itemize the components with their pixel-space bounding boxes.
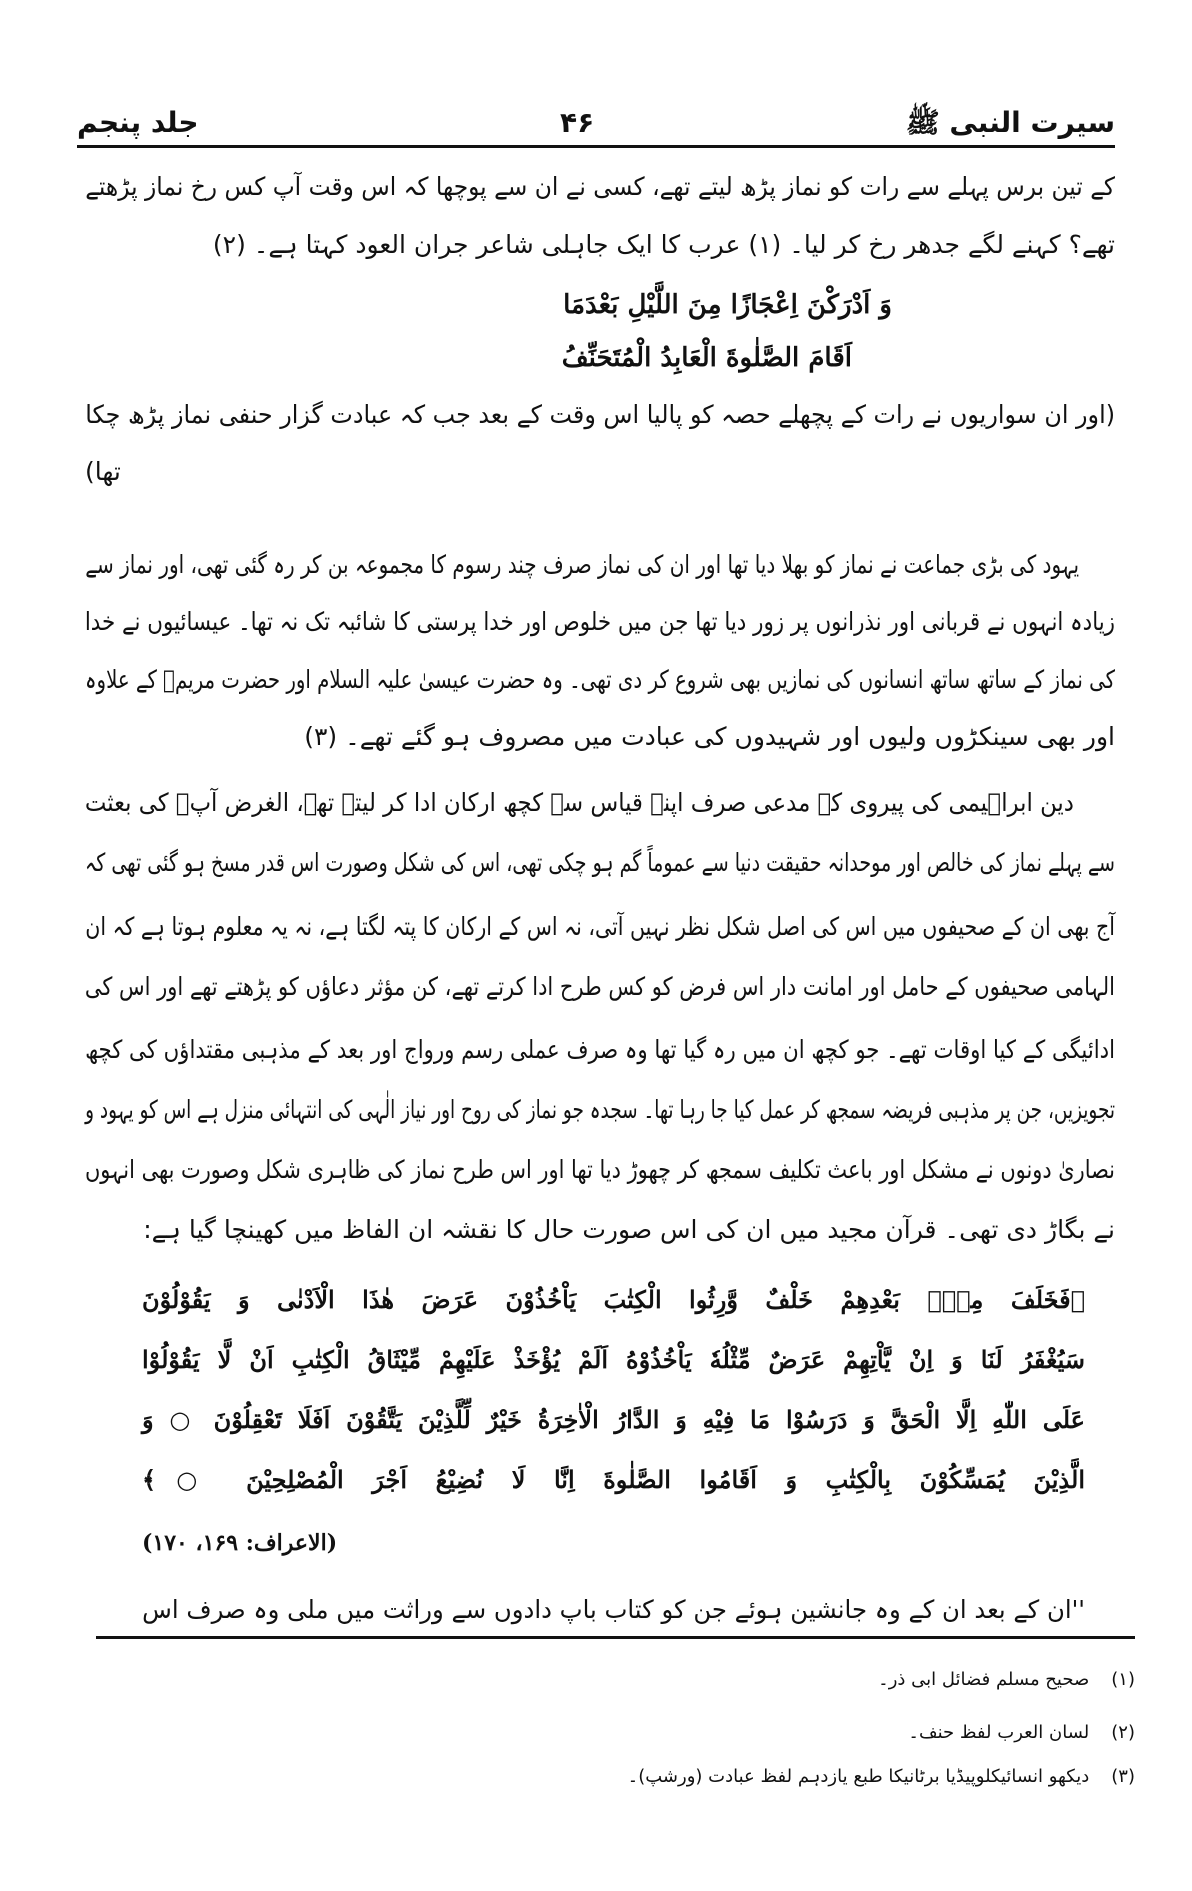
quran-line: عَلَى اللّٰهِ اِلَّا الْحَقَّ وَ دَرَسُوْا مَا فِيْهِ وَ الدَّارُ الْاٰخِرَةُ خَيْرٌ لِّلَّذِيْنَ يَتَّقُوْنَ اَفَلَا تَعْقِلُوْنَ ○ وَ bbox=[142, 1405, 1085, 1434]
text-line: ادائیگی کے کیا اوقات تھے۔ جو کچھ ان میں رہ گیا تھا وہ صرف عملی رسم ورواج اور بعد کے مذہبی مقتداؤں کی کچھ bbox=[85, 1035, 1116, 1064]
text-line: اور بھی سینکڑوں ولیوں اور شہیدوں کی عبادت میں مصروف ہو گئے تھے۔ (۳) bbox=[304, 722, 1115, 751]
text-line: دین ابراہیمی کی پیروی کے مدعی صرف اپنے قیاس سے کچھ ارکان ادا کر لیتے تھے، الغرض آپؐ کی بعثت bbox=[84, 788, 1074, 817]
quran-line: ﴿فَخَلَفَ مِنْۢ بَعْدِهِمْ خَلْفٌ وَّرِثُوا الْكِتٰبَ يَاْخُذُوْنَ عَرَضَ هٰذَا الْاَدْنٰى وَ يَقُوْلُوْنَ bbox=[142, 1285, 1086, 1314]
footnote-number: (۱) bbox=[1111, 1669, 1135, 1690]
arabic-verse-line: اَقَامَ الصَّلٰوةَ الْعَابِدُ الْمُتَحَنِّفُ bbox=[561, 343, 852, 373]
header-rule bbox=[77, 145, 1115, 148]
book-title: سیرت النبی ﷺ bbox=[905, 106, 1115, 139]
text-line: کی نماز کے ساتھ ساتھ انسانوں کی نمازیں بھی شروع کر دی تھی۔ وہ حضرت عیسیٰ علیہ السلام اور حضرت مریمؑ کے علاوہ bbox=[84, 665, 1115, 694]
arabic-verse-line: وَ اَدْرَكْنَ اِعْجَازًا مِنَ اللَّيْلِ بَعْدَمَا bbox=[563, 290, 892, 320]
text-line: تجویزیں، جن پر مذہبی فریضہ سمجھ کر عمل کیا جا رہا تھا۔ سجدہ جو نماز کی روح اور نیاز الٰہی کی انتہائی منزل ہے اس کو یہود و bbox=[85, 1095, 1116, 1124]
footnote-number: (۲) bbox=[1111, 1722, 1135, 1743]
text-line: یہود کی بڑی جماعت نے نماز کو بھلا دیا تھا اور ان کی نماز صرف چند رسوم کا مجموعہ بن کر رہ گئی تھی، اور نماز سے bbox=[85, 550, 1080, 579]
text-line: تھے؟ کہنے لگے جدھر رخ کر لیا۔ (۱) عرب کا ایک جاہلی شاعر جران العود کہتا ہے۔ (۲) bbox=[212, 230, 1115, 259]
text-line: کے تین برس پہلے سے رات کو نماز پڑھ لیتے تھے، کسی نے ان سے پوچھا کہ اس وقت آپ کس رخ نماز پڑھتے bbox=[85, 172, 1116, 201]
text-line: زیادہ انہوں نے قربانی اور نذرانوں پر زور دیا تھا جن میں خلوص اور خدا پرستی کا شائبہ تک نہ تھا۔ عیسائیوں نے خدا bbox=[84, 607, 1115, 636]
footnote-3 bbox=[628, 1763, 1135, 1791]
footnote-text: صحیح مسلم فضائل ابی ذر۔ bbox=[878, 1669, 1090, 1690]
text-line: آج بھی ان کے صحیفوں میں اس کی اصل شکل نظر نہیں آتی، نہ اس کے ارکان کا پتہ لگتا ہے، نہ یہ معلوم ہوتا ہے کہ ان bbox=[85, 912, 1115, 941]
verse-translation-line: تھا) bbox=[85, 457, 121, 486]
text-line: الہامی صحیفوں کے حامل اور امانت دار اس فرض کو کس طرح ادا کرتے تھے، کن مؤثر دعاؤں کو پڑھتے تھے اور اس کی bbox=[84, 972, 1116, 1001]
quran-reference: (الاعراف: ۱۶۹، ۱۷۰) bbox=[142, 1530, 338, 1556]
text-line: نے بگاڑ دی تھی۔ قرآن مجید میں ان کی اس صورت حال کا نقشہ ان الفاظ میں کھینچا گیا ہے: bbox=[143, 1215, 1115, 1244]
footnote-number: (۳) bbox=[1111, 1766, 1135, 1787]
page-number: ۴۶ bbox=[560, 106, 595, 139]
footnote-1 bbox=[878, 1666, 1135, 1694]
text-line: ''ان کے بعد ان کے وہ جانشین ہوئے جن کو کتاب باپ دادوں سے وراثت میں ملی وہ صرف اس bbox=[142, 1595, 1086, 1624]
quran-line: الَّذِيْنَ يُمَسِّكُوْنَ بِالْكِتٰبِ وَ اَقَامُوا الصَّلٰوةَ اِنَّا لَا نُضِيْعُ اَجْرَ الْمُصْلِحِيْنَ ○﴾ bbox=[142, 1465, 1085, 1494]
text-line: نصاریٰ دونوں نے مشکل اور باعث تکلیف سمجھ کر چھوڑ دیا تھا اور اس طرح نماز کی ظاہری شکل وصورت بھی انہوں bbox=[84, 1155, 1115, 1184]
volume-label: جلد پنجم bbox=[77, 106, 199, 139]
footnote-text: دیکھو انسائیکلوپیڈیا برٹانیکا طبع یازدہم لفظ عبادت (ورشپ)۔ bbox=[627, 1766, 1090, 1787]
footnote-rule bbox=[96, 1636, 1135, 1639]
text-line: سے پہلے نماز کی خالص اور موحدانہ حقیقت دنیا سے عموماً گم ہو چکی تھی، اس کی شکل وصورت اس قدر مسخ ہو گئی تھی کہ bbox=[85, 848, 1116, 877]
footnote-2 bbox=[908, 1719, 1135, 1747]
footnote-text: لسان العرب لفظ حنف۔ bbox=[908, 1722, 1090, 1743]
verse-translation-line: (اور ان سواریوں نے رات کے پچھلے حصہ کو پالیا اس وقت کے بعد جب کہ عبادت گزار حنفی نماز پڑھ چکا bbox=[85, 400, 1116, 429]
quran-line: سَيُغْفَرُ لَنَا وَ اِنْ يَّاْتِهِمْ عَرَضٌ مِّثْلُهٗ يَاْخُذُوْهُ اَلَمْ يُؤْخَذْ عَلَيْهِمْ مِّيْثَاقُ الْكِتٰبِ اَنْ لَّا يَقُوْلُوْا bbox=[142, 1345, 1085, 1374]
